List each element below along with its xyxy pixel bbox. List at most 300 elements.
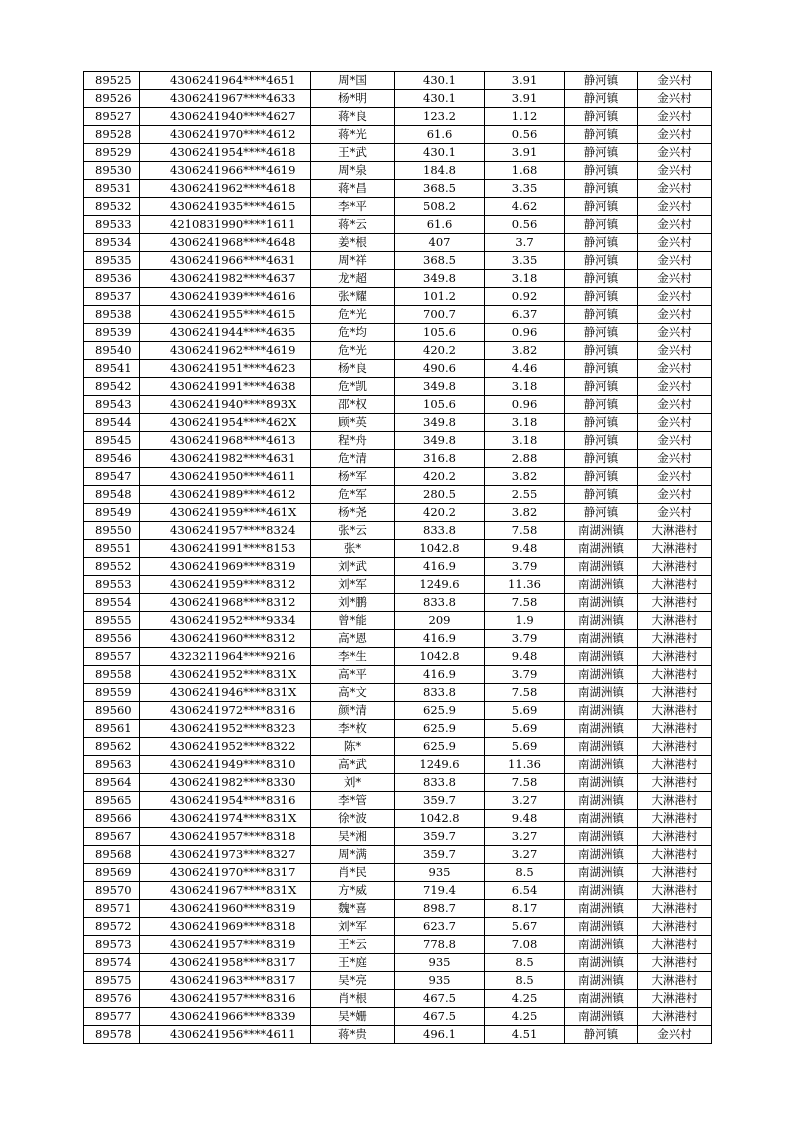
town-cell: 南湖洲镇 [565,756,638,774]
village-cell: 金兴村 [638,1026,712,1044]
village-cell: 金兴村 [638,270,712,288]
table-row [84,684,712,702]
town-cell: 南湖洲镇 [565,990,638,1008]
village-cell: 金兴村 [638,252,712,270]
amount-cell: 416.9 [395,630,485,648]
seq-cell: 89556 [84,630,140,648]
name-cell: 危*均 [311,324,395,342]
village-cell: 大淋港村 [638,774,712,792]
amount-cell: 496.1 [395,1026,485,1044]
village-cell: 大淋港村 [638,558,712,576]
town-cell: 静河镇 [565,144,638,162]
name-cell: 杨*军 [311,468,395,486]
town-cell: 静河镇 [565,270,638,288]
table-row [84,252,712,270]
amount-cell: 368.5 [395,180,485,198]
amount-cell: 209 [395,612,485,630]
id-number-cell: 4306241959****8312 [140,576,311,594]
name-cell: 周*泉 [311,162,395,180]
area-cell: 3.18 [485,270,565,288]
seq-cell: 89555 [84,612,140,630]
town-cell: 静河镇 [565,360,638,378]
amount-cell: 625.9 [395,738,485,756]
name-cell: 刘*鹏 [311,594,395,612]
name-cell: 危*清 [311,450,395,468]
town-cell: 静河镇 [565,396,638,414]
name-cell: 李*平 [311,198,395,216]
town-cell: 静河镇 [565,90,638,108]
seq-cell: 89549 [84,504,140,522]
seq-cell: 89538 [84,306,140,324]
amount-cell: 1249.6 [395,576,485,594]
village-cell: 大淋港村 [638,972,712,990]
amount-cell: 359.7 [395,792,485,810]
seq-cell: 89575 [84,972,140,990]
area-cell: 0.56 [485,126,565,144]
amount-cell: 1042.8 [395,810,485,828]
id-number-cell: 4306241935****4615 [140,198,311,216]
id-number-cell: 4306241972****8316 [140,702,311,720]
seq-cell: 89532 [84,198,140,216]
town-cell: 静河镇 [565,162,638,180]
amount-cell: 61.6 [395,126,485,144]
table-row [84,72,712,90]
table-row [84,702,712,720]
table-row [84,414,712,432]
amount-cell: 416.9 [395,558,485,576]
name-cell: 曾*能 [311,612,395,630]
id-number-cell: 4306241968****8312 [140,594,311,612]
seq-cell: 89570 [84,882,140,900]
village-cell: 大淋港村 [638,666,712,684]
name-cell: 吴*亮 [311,972,395,990]
village-cell: 金兴村 [638,324,712,342]
id-number-cell: 4306241966****8339 [140,1008,311,1026]
seq-cell: 89546 [84,450,140,468]
area-cell: 3.18 [485,414,565,432]
town-cell: 南湖洲镇 [565,900,638,918]
village-cell: 金兴村 [638,180,712,198]
area-cell: 3.91 [485,144,565,162]
name-cell: 程*舟 [311,432,395,450]
name-cell: 刘*军 [311,918,395,936]
area-cell: 3.18 [485,378,565,396]
village-cell: 大淋港村 [638,882,712,900]
seq-cell: 89552 [84,558,140,576]
seq-cell: 89536 [84,270,140,288]
amount-cell: 359.7 [395,828,485,846]
village-cell: 金兴村 [638,486,712,504]
table-row [84,792,712,810]
town-cell: 静河镇 [565,252,638,270]
area-cell: 2.55 [485,486,565,504]
amount-cell: 407 [395,234,485,252]
amount-cell: 349.8 [395,378,485,396]
amount-cell: 430.1 [395,144,485,162]
table-row [84,774,712,792]
amount-cell: 420.2 [395,504,485,522]
amount-cell: 719.4 [395,882,485,900]
id-number-cell: 4306241982****4631 [140,450,311,468]
area-cell: 3.35 [485,252,565,270]
seq-cell: 89553 [84,576,140,594]
name-cell: 刘*武 [311,558,395,576]
town-cell: 静河镇 [565,126,638,144]
seq-cell: 89576 [84,990,140,1008]
id-number-cell: 4306241967****831X [140,882,311,900]
id-number-cell: 4306241949****8310 [140,756,311,774]
village-cell: 金兴村 [638,468,712,486]
village-cell: 金兴村 [638,216,712,234]
village-cell: 大淋港村 [638,792,712,810]
table-row [84,270,712,288]
town-cell: 静河镇 [565,486,638,504]
name-cell: 周*满 [311,846,395,864]
area-cell: 8.5 [485,864,565,882]
village-cell: 大淋港村 [638,990,712,1008]
table-row [84,180,712,198]
village-cell: 金兴村 [638,342,712,360]
name-cell: 危*凯 [311,378,395,396]
seq-cell: 89571 [84,900,140,918]
id-number-cell: 4306241952****831X [140,666,311,684]
id-number-cell: 4306241966****4631 [140,252,311,270]
id-number-cell: 4306241967****4633 [140,90,311,108]
seq-cell: 89540 [84,342,140,360]
table-row [84,1026,712,1044]
name-cell: 吴*姗 [311,1008,395,1026]
table-row [84,306,712,324]
table-row [84,900,712,918]
town-cell: 静河镇 [565,72,638,90]
area-cell: 9.48 [485,648,565,666]
area-cell: 3.82 [485,342,565,360]
id-number-cell: 4306241955****4615 [140,306,311,324]
seq-cell: 89563 [84,756,140,774]
amount-cell: 1042.8 [395,540,485,558]
table-row [84,810,712,828]
area-cell: 7.58 [485,684,565,702]
town-cell: 南湖洲镇 [565,720,638,738]
table-row [84,720,712,738]
name-cell: 王*武 [311,144,395,162]
id-number-cell: 4306241966****4619 [140,162,311,180]
seq-cell: 89578 [84,1026,140,1044]
id-number-cell: 4306241959****461X [140,504,311,522]
amount-cell: 833.8 [395,774,485,792]
table-row [84,468,712,486]
town-cell: 南湖洲镇 [565,648,638,666]
table-row [84,990,712,1008]
name-cell: 杨*尧 [311,504,395,522]
village-cell: 大淋港村 [638,846,712,864]
area-cell: 0.96 [485,324,565,342]
name-cell: 蒋*贵 [311,1026,395,1044]
seq-cell: 89564 [84,774,140,792]
village-cell: 金兴村 [638,126,712,144]
town-cell: 南湖洲镇 [565,972,638,990]
seq-cell: 89539 [84,324,140,342]
table-row [84,972,712,990]
seq-cell: 89551 [84,540,140,558]
id-number-cell: 4306241957****8324 [140,522,311,540]
area-cell: 7.08 [485,936,565,954]
table-row [84,522,712,540]
name-cell: 杨*明 [311,90,395,108]
name-cell: 危*军 [311,486,395,504]
name-cell: 危*光 [311,306,395,324]
village-cell: 金兴村 [638,360,712,378]
town-cell: 南湖洲镇 [565,522,638,540]
amount-cell: 898.7 [395,900,485,918]
area-cell: 4.51 [485,1026,565,1044]
area-cell: 1.68 [485,162,565,180]
seq-cell: 89543 [84,396,140,414]
id-number-cell: 4306241957****8319 [140,936,311,954]
area-cell: 3.91 [485,90,565,108]
area-cell: 0.96 [485,396,565,414]
table-row [84,666,712,684]
id-number-cell: 4210831990****1611 [140,216,311,234]
area-cell: 8.17 [485,900,565,918]
seq-cell: 89566 [84,810,140,828]
id-number-cell: 4306241944****4635 [140,324,311,342]
village-cell: 金兴村 [638,288,712,306]
name-cell: 龙*超 [311,270,395,288]
table-row [84,954,712,972]
seq-cell: 89557 [84,648,140,666]
amount-cell: 508.2 [395,198,485,216]
town-cell: 静河镇 [565,108,638,126]
table-row [84,144,712,162]
amount-cell: 280.5 [395,486,485,504]
seq-cell: 89545 [84,432,140,450]
amount-cell: 316.8 [395,450,485,468]
name-cell: 蒋*云 [311,216,395,234]
amount-cell: 430.1 [395,90,485,108]
name-cell: 李*管 [311,792,395,810]
id-number-cell: 4306241952****9334 [140,612,311,630]
id-number-cell: 4306241963****8317 [140,972,311,990]
town-cell: 静河镇 [565,414,638,432]
amount-cell: 368.5 [395,252,485,270]
village-cell: 金兴村 [638,72,712,90]
village-cell: 大淋港村 [638,720,712,738]
amount-cell: 61.6 [395,216,485,234]
name-cell: 蒋*昌 [311,180,395,198]
name-cell: 高*恩 [311,630,395,648]
area-cell: 5.69 [485,738,565,756]
area-cell: 7.58 [485,594,565,612]
town-cell: 静河镇 [565,234,638,252]
id-number-cell: 4306241956****4611 [140,1026,311,1044]
town-cell: 静河镇 [565,288,638,306]
town-cell: 南湖洲镇 [565,702,638,720]
village-cell: 大淋港村 [638,702,712,720]
area-cell: 7.58 [485,774,565,792]
name-cell: 李*枚 [311,720,395,738]
village-cell: 大淋港村 [638,522,712,540]
id-number-cell: 4306241952****8323 [140,720,311,738]
amount-cell: 105.6 [395,396,485,414]
id-number-cell: 4306241970****4612 [140,126,311,144]
table-row [84,828,712,846]
name-cell: 肖*根 [311,990,395,1008]
amount-cell: 935 [395,864,485,882]
seq-cell: 89542 [84,378,140,396]
area-cell: 1.12 [485,108,565,126]
area-cell: 3.79 [485,666,565,684]
area-cell: 3.82 [485,468,565,486]
area-cell: 4.25 [485,990,565,1008]
amount-cell: 490.6 [395,360,485,378]
village-cell: 金兴村 [638,144,712,162]
area-cell: 3.27 [485,846,565,864]
town-cell: 南湖洲镇 [565,612,638,630]
town-cell: 南湖洲镇 [565,594,638,612]
seq-cell: 89548 [84,486,140,504]
amount-cell: 349.8 [395,270,485,288]
area-cell: 8.5 [485,972,565,990]
amount-cell: 420.2 [395,342,485,360]
id-number-cell: 4306241964****4651 [140,72,311,90]
seq-cell: 89567 [84,828,140,846]
village-cell: 大淋港村 [638,594,712,612]
town-cell: 静河镇 [565,450,638,468]
table-row [84,432,712,450]
table-row [84,396,712,414]
village-cell: 大淋港村 [638,612,712,630]
town-cell: 静河镇 [565,216,638,234]
name-cell: 危*光 [311,342,395,360]
amount-cell: 184.8 [395,162,485,180]
town-cell: 静河镇 [565,324,638,342]
table-row [84,918,712,936]
table-row [84,756,712,774]
village-cell: 金兴村 [638,450,712,468]
id-number-cell: 4323211964****9216 [140,648,311,666]
id-number-cell: 4306241957****8316 [140,990,311,1008]
seq-cell: 89574 [84,954,140,972]
seq-cell: 89529 [84,144,140,162]
village-cell: 大淋港村 [638,810,712,828]
village-cell: 金兴村 [638,504,712,522]
village-cell: 金兴村 [638,90,712,108]
area-cell: 3.79 [485,630,565,648]
name-cell: 陈* [311,738,395,756]
name-cell: 周*国 [311,72,395,90]
name-cell: 肖*民 [311,864,395,882]
village-cell: 大淋港村 [638,684,712,702]
amount-cell: 700.7 [395,306,485,324]
amount-cell: 467.5 [395,990,485,1008]
village-cell: 金兴村 [638,234,712,252]
town-cell: 静河镇 [565,198,638,216]
area-cell: 3.35 [485,180,565,198]
name-cell: 周*祥 [311,252,395,270]
area-cell: 3.27 [485,828,565,846]
seq-cell: 89569 [84,864,140,882]
seq-cell: 89547 [84,468,140,486]
area-cell: 9.48 [485,810,565,828]
id-number-cell: 4306241962****4619 [140,342,311,360]
table-row [84,216,712,234]
id-number-cell: 4306241982****4637 [140,270,311,288]
id-number-cell: 4306241960****8312 [140,630,311,648]
seq-cell: 89573 [84,936,140,954]
table-row [84,630,712,648]
name-cell: 杨*良 [311,360,395,378]
id-number-cell: 4306241951****4623 [140,360,311,378]
seq-cell: 89554 [84,594,140,612]
id-number-cell: 4306241982****8330 [140,774,311,792]
village-cell: 大淋港村 [638,756,712,774]
area-cell: 4.46 [485,360,565,378]
area-cell: 5.67 [485,918,565,936]
town-cell: 南湖洲镇 [565,828,638,846]
name-cell: 高*文 [311,684,395,702]
village-cell: 金兴村 [638,432,712,450]
id-number-cell: 4306241940****4627 [140,108,311,126]
amount-cell: 123.2 [395,108,485,126]
seq-cell: 89550 [84,522,140,540]
seq-cell: 89541 [84,360,140,378]
town-cell: 南湖洲镇 [565,738,638,756]
town-cell: 静河镇 [565,180,638,198]
amount-cell: 623.7 [395,918,485,936]
area-cell: 5.69 [485,702,565,720]
village-cell: 金兴村 [638,306,712,324]
name-cell: 李*生 [311,648,395,666]
seq-cell: 89531 [84,180,140,198]
town-cell: 静河镇 [565,468,638,486]
table-row [84,342,712,360]
area-cell: 0.56 [485,216,565,234]
seq-cell: 89577 [84,1008,140,1026]
amount-cell: 935 [395,954,485,972]
town-cell: 南湖洲镇 [565,774,638,792]
name-cell: 顾*英 [311,414,395,432]
name-cell: 张*耀 [311,288,395,306]
amount-cell: 1249.6 [395,756,485,774]
amount-cell: 833.8 [395,594,485,612]
town-cell: 南湖洲镇 [565,558,638,576]
town-cell: 南湖洲镇 [565,684,638,702]
name-cell: 颜*清 [311,702,395,720]
area-cell: 6.37 [485,306,565,324]
table-row [84,126,712,144]
area-cell: 5.69 [485,720,565,738]
town-cell: 南湖洲镇 [565,792,638,810]
amount-cell: 101.2 [395,288,485,306]
village-cell: 金兴村 [638,396,712,414]
data-table [83,71,712,1044]
town-cell: 南湖洲镇 [565,1008,638,1026]
table-row [84,504,712,522]
seq-cell: 89572 [84,918,140,936]
town-cell: 静河镇 [565,306,638,324]
amount-cell: 416.9 [395,666,485,684]
area-cell: 11.36 [485,756,565,774]
amount-cell: 430.1 [395,72,485,90]
town-cell: 静河镇 [565,378,638,396]
village-cell: 大淋港村 [638,828,712,846]
id-number-cell: 4306241974****831X [140,810,311,828]
name-cell: 徐*波 [311,810,395,828]
table-row [84,594,712,612]
village-cell: 大淋港村 [638,864,712,882]
name-cell: 王*云 [311,936,395,954]
